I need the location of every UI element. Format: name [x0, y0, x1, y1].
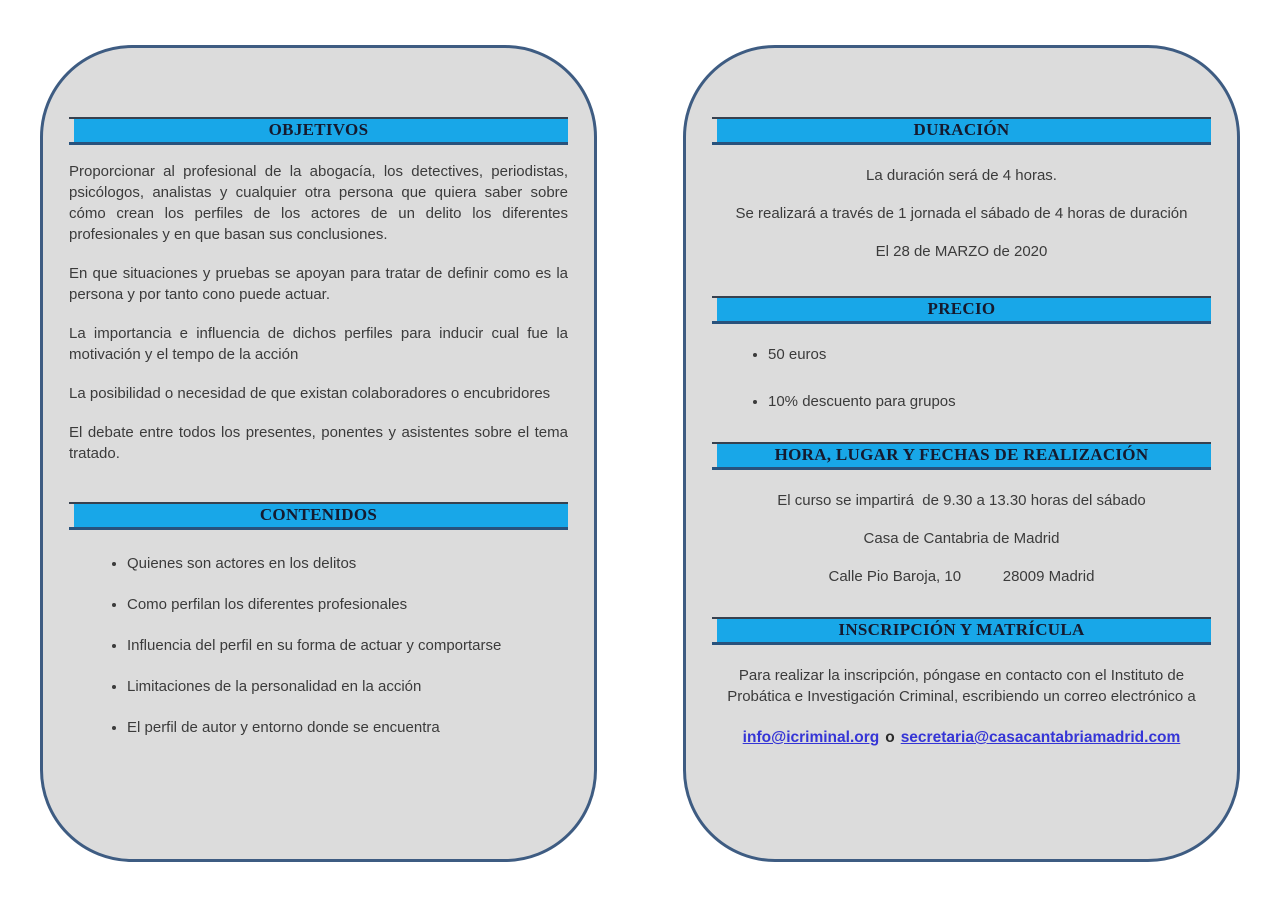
objetivos-header: OBJETIVOS	[69, 117, 568, 145]
objetivos-paragraph: El debate entre todos los presentes, ponentes y asistentes sobre el tema tratado.	[69, 424, 568, 462]
contenidos-header: CONTENIDOS	[69, 502, 568, 530]
inscripcion-text: Para realizar la inscripción, póngase en contacto con el Instituto de Probática e Investigación Criminal, escribiendo un correo electrónico a	[727, 667, 1196, 705]
list-item: • Como perfilan los diferentes profesionales	[127, 594, 568, 615]
email-link-primary[interactable]: info@icriminal.org	[742, 729, 880, 746]
right-card	[683, 45, 1240, 862]
inscripcion-header: INSCRIPCIÓN Y MATRÍCULA	[712, 617, 1211, 645]
list-item: • Influencia del perfil en su forma de actuar y comportarse	[127, 635, 568, 656]
duracion-line: Se realizará a través de 1 jornada el sábado de 4 horas de duración	[735, 205, 1188, 222]
objetivos-paragraph: La importancia e influencia de dichos perfiles para inducir cual fue la motivación y el tempo de la acción	[69, 325, 568, 363]
duracion-line: El 28 de MARZO de 2020	[875, 243, 1048, 260]
email-link-secondary[interactable]: secretaria@casacantabriamadrid.com	[900, 729, 1181, 746]
hora-line: Casa de Cantabria de Madrid	[863, 530, 1060, 547]
contenidos-list	[69, 553, 568, 738]
objetivos-paragraph: Proporcionar al profesional de la abogacía, los detectives, periodistas, psicólogos, analistas y cualquier otra persona que quiera saber sobre cómo crean los perfiles de los actores de un delito los diferentes profesionales y en que basan sus conclusiones.	[69, 163, 568, 243]
duracion-header: DURACIÓN	[712, 117, 1211, 145]
list-item: • Limitaciones de la personalidad en la acción	[127, 676, 568, 697]
link-separator: o	[885, 729, 895, 746]
list-item: • 50 euros	[768, 344, 1211, 365]
duracion-line: La duración será de 4 horas.	[866, 167, 1057, 184]
list-item: • Quienes son actores en los delitos	[127, 553, 568, 574]
address-line: Calle Pio Baroja, 10 28009 Madrid	[828, 568, 1095, 585]
hora-line: El curso se impartirá de 9.30 a 13.30 horas del sábado	[777, 492, 1146, 509]
list-item: • 10% descuento para grupos	[768, 391, 1211, 412]
list-item: • El perfil de autor y entorno donde se encuentra	[127, 717, 568, 738]
left-card	[40, 45, 597, 862]
precio-list	[712, 344, 1211, 412]
precio-header: PRECIO	[712, 296, 1211, 324]
contact-links	[712, 729, 1211, 747]
objetivos-paragraph: La posibilidad o necesidad de que existan colaboradores o encubridores	[69, 385, 551, 402]
hora-lugar-header: HORA, LUGAR Y FECHAS DE REALIZACIÓN	[712, 442, 1211, 470]
objetivos-paragraph: En que situaciones y pruebas se apoyan para tratar de definir como es la persona y por tanto cono puede actuar.	[69, 265, 568, 303]
